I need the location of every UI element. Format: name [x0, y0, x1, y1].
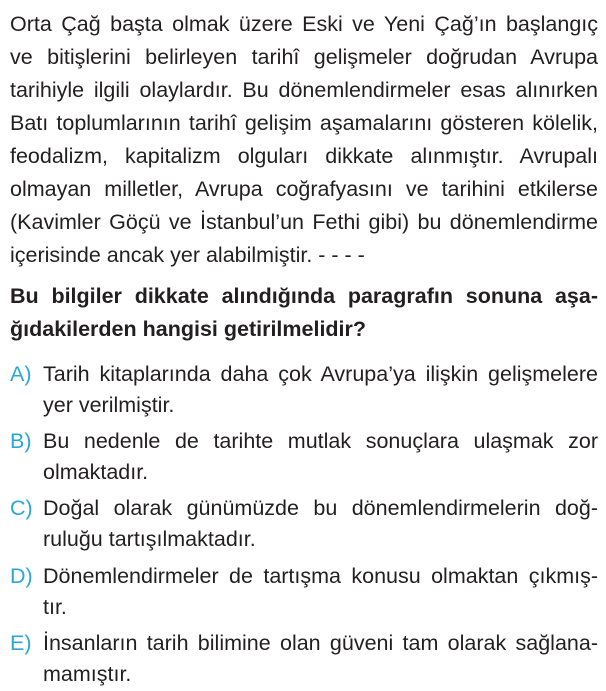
passage-line: tarihiyle ilgili olaylardır. Bu dönemlendirmeler esas alınırken: [10, 78, 598, 102]
option-letter: A): [10, 362, 32, 386]
passage-line: olmayan milletler, Avrupa coğrafyasını ve tarihini etkilerse: [10, 177, 598, 201]
option-text: ruluğu tartışılmaktadır.: [43, 527, 256, 551]
passage-line: ve bitişlerini belirleyen tarihî gelişmeler doğrudan Avrupa: [10, 45, 598, 69]
option-text: olmaktadır.: [43, 460, 149, 484]
option-letter: B): [10, 429, 32, 453]
option-text: yer verilmiştir.: [43, 393, 175, 417]
option-letter: D): [10, 564, 33, 588]
option-letter: C): [10, 496, 33, 520]
passage-line: içerisinde ancak yer alabilmiştir. - - - -: [10, 243, 365, 267]
passage-line: (Kavimler Göçü ve İstanbul’un Fethi gibi) bu dönemlendirme: [10, 210, 598, 234]
option-letter: E): [10, 631, 32, 655]
passage-line: Orta Çağ başta olmak üzere Eski ve Yeni Çağ’ın başlangıç: [10, 12, 598, 36]
option-text: Bu nedenle de tarihte mutlak sonuçlara ulaşmak zor: [43, 429, 598, 453]
passage-line: feodalizm, kapitalizm olguları dikkate alınmıştır. Avrupalı: [10, 144, 598, 168]
option-text: mamıştır.: [43, 662, 132, 686]
question-line: ğıdakilerden hangisi getirilmelidir?: [10, 317, 367, 341]
option-text: Tarih kitaplarında daha çok Avrupa’ya ilişkin gelişmelere: [43, 362, 598, 386]
option-text: Dönemlendirmeler de tartışma konusu olmaktan çıkmış-: [43, 564, 598, 588]
option-text: İnsanların tarih bilimine olan güveni tam olarak sağlana-: [43, 631, 598, 655]
question-line: Bu bilgiler dikkate alındığında paragrafın sonuna aşa-: [10, 284, 598, 308]
option-text: Doğal olarak günümüzde bu dönemlendirmelerin doğ-: [43, 496, 598, 520]
passage-line: Batı toplumlarının tarihî gelişim aşamalarını gösteren kölelik,: [10, 111, 598, 135]
option-text: tır.: [43, 595, 67, 619]
